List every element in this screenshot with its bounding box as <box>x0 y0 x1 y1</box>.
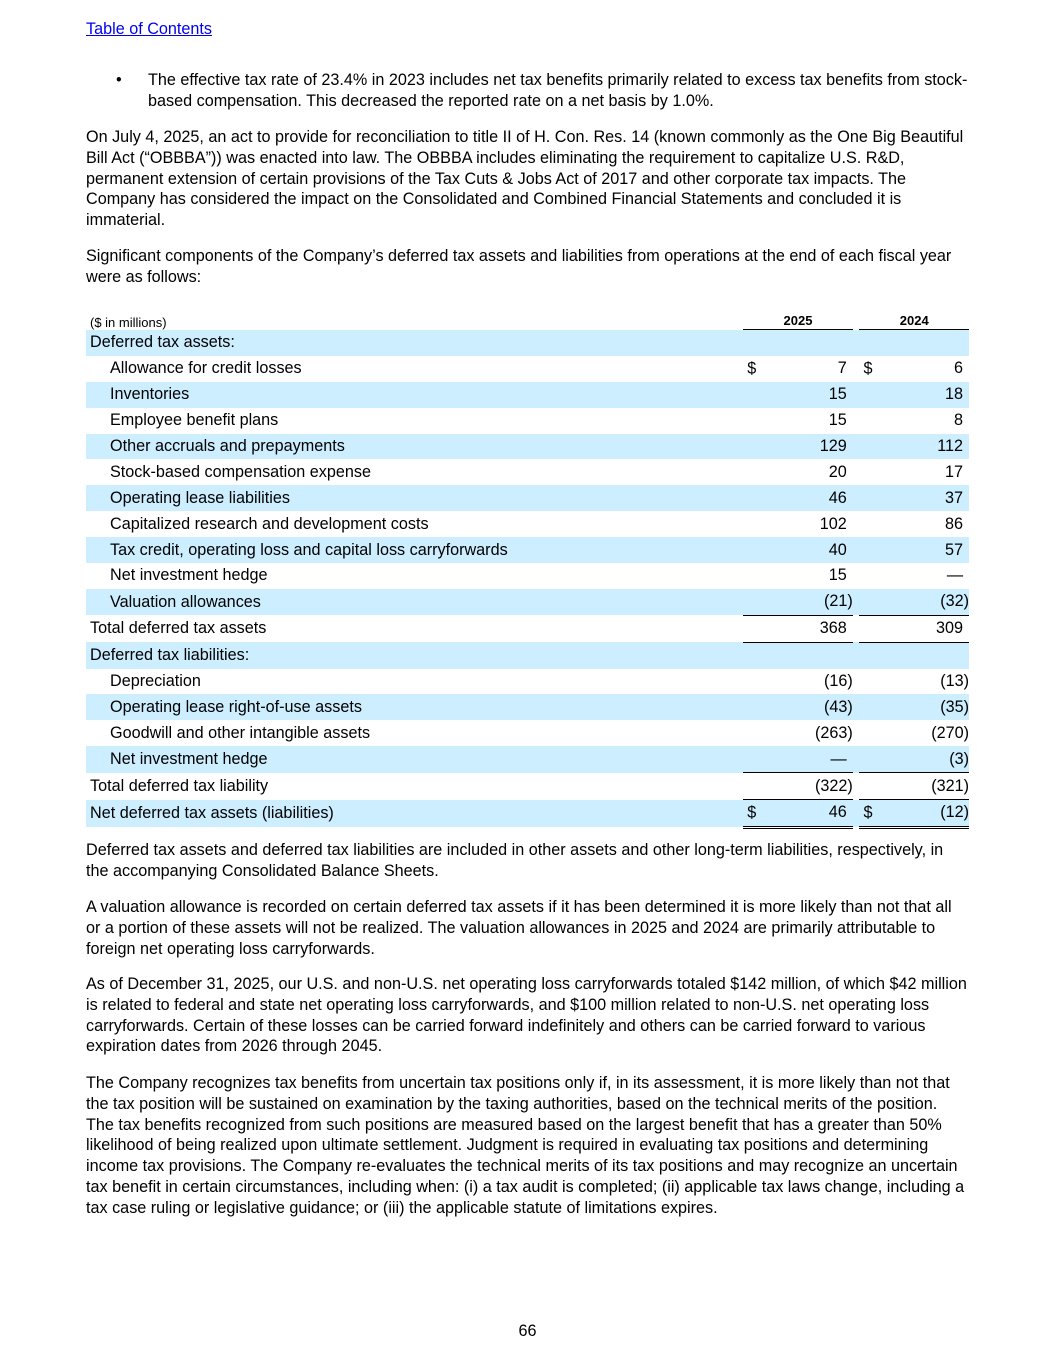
value-2024: 18 <box>944 385 963 404</box>
table-row <box>86 356 969 382</box>
value-2025: 46 <box>828 488 847 507</box>
value-2024: 86 <box>944 514 963 533</box>
value-2025: 20 <box>828 462 847 481</box>
value-2025: 102 <box>819 514 847 533</box>
section-header-row <box>86 330 969 356</box>
paragraph-nol: As of December 31, 2025, our U.S. and non-U.S. net operating loss carryforwards totaled $142 million, of which $42 million is related to federal and state net operating loss carryforwards, and $100 million related to non-U.S. net operating loss carryforwards. Certain of these losses can be carried forward indefinitely and others can be carried forward to various expiration dates from 2026 through 2045. <box>86 975 967 1056</box>
bullet-text: The effective tax rate of 23.4% in 2023 includes net tax benefits primarily related to excess tax benefits from stock-based compensation. This decreased the reported rate on a net basis by 1.0%. <box>148 71 968 110</box>
table-row <box>86 589 969 615</box>
deferred-tax-table <box>86 308 969 829</box>
table-row <box>86 563 969 589</box>
table-row <box>86 382 969 408</box>
value-2024: 37 <box>944 488 963 507</box>
bullet-icon: • <box>116 71 122 89</box>
table-row <box>86 511 969 537</box>
value-2024: 6 <box>953 359 963 378</box>
row-label: Total deferred tax assets <box>90 619 267 638</box>
paragraph-components: Significant components of the Company’s deferred tax assets and liabilities from operations at the end of each fiscal year were as follows: <box>86 247 952 286</box>
value-2024: (13) <box>940 672 969 691</box>
value-2025: (16) <box>823 672 853 691</box>
value-2024: 17 <box>944 462 963 481</box>
row-label: Capitalized research and development costs <box>110 514 429 533</box>
value-2024: (35) <box>940 697 969 716</box>
table-row <box>86 669 969 695</box>
liabilities-header: Deferred tax liabilities: <box>86 642 743 668</box>
table-row <box>86 694 969 720</box>
value-2025: 15 <box>828 385 847 404</box>
value-2024: (321) <box>931 776 969 795</box>
row-label: Operating lease liabilities <box>86 485 743 511</box>
currency-symbol: $ <box>747 359 757 378</box>
row-label: Valuation allowances <box>86 589 743 615</box>
currency-symbol: $ <box>863 803 873 822</box>
section-header-row <box>86 642 969 668</box>
value-2025: 15 <box>828 566 847 585</box>
table-row <box>86 720 969 746</box>
units-label: ($ in millions) <box>90 314 167 330</box>
bullet-item <box>86 70 969 112</box>
value-2025: 129 <box>819 437 847 455</box>
row-label: Net deferred tax assets (liabilities) <box>86 800 743 828</box>
table-row <box>86 746 969 772</box>
value-2025: (263) <box>814 723 853 742</box>
value-2025: — <box>830 749 847 768</box>
assets-header: Deferred tax assets: <box>86 330 743 356</box>
value-2024: (32) <box>940 592 969 611</box>
total-row <box>86 773 969 800</box>
table-header-row <box>86 308 969 330</box>
value-2025: 15 <box>828 411 847 430</box>
row-label: Goodwill and other intangible assets <box>110 723 371 742</box>
table-row <box>86 408 969 434</box>
row-label: Inventories <box>86 382 743 408</box>
value-2025: 368 <box>819 619 847 638</box>
paragraph-obbba: On July 4, 2025, an act to provide for reconciliation to title II of H. Con. Res. 14 (known commonly as the One Big Beautiful Bill Act (“OBBBA”)) was enacted into law. The OBBBA includes eliminating the requirement to capitalize U.S. R&D, permanent extension of certain provisions of the Tax Cuts & Jobs Act of 2017 and other corporate tax impacts. The Company has considered the impact on the Consolidated and Combined Financial Statements and concluded it is immaterial. <box>86 128 964 230</box>
total-row <box>86 615 969 642</box>
value-2025: 40 <box>828 540 847 559</box>
value-2024: 57 <box>944 540 963 559</box>
value-2025: (43) <box>823 697 853 716</box>
column-header-2025: 2025 <box>743 308 852 330</box>
row-label: Stock-based compensation expense <box>110 462 371 481</box>
value-2024: 112 <box>937 437 963 455</box>
row-label: Depreciation <box>110 672 201 691</box>
currency-symbol: $ <box>863 359 873 378</box>
paragraph-included: Deferred tax assets and deferred tax liabilities are included in other assets and other long-term liabilities, respectively, in the accompanying Consolidated Balance Sheets. <box>86 841 944 880</box>
row-label: Other accruals and prepayments <box>86 434 743 460</box>
table-row <box>86 537 969 563</box>
column-header-2024: 2024 <box>859 308 969 330</box>
value-2024: (270) <box>931 723 969 742</box>
row-label: Employee benefit plans <box>110 411 279 430</box>
value-2025: 46 <box>828 803 847 822</box>
value-2025: 7 <box>837 359 847 378</box>
row-label: Operating lease right-of-use assets <box>86 694 743 720</box>
currency-symbol: $ <box>747 803 757 822</box>
value-2025: (21) <box>823 592 853 611</box>
table-row <box>86 434 969 460</box>
paragraph-uncertain: The Company recognizes tax benefits from uncertain tax positions only if, in its assessment, it is more likely than not that the tax position will be sustained on examination by the taxing authorities, based on the technical merits of the position. The tax benefits recognized from such positions are measured based on the largest benefit that has a greater than 50% likelihood of being realized upon ultimate settlement. Judgment is required in evaluating tax positions and determining income tax provisions. The Company re-evaluates the technical merits of its tax positions and may recognize an uncertain tax benefit in certain circumstances, including when: (i) a tax audit is completed; (ii) applicable tax laws change, including a tax case ruling or legislative guidance; or (iii) the applicable statute of limitations expires. <box>86 1074 965 1217</box>
table-of-contents-link[interactable]: Table of Contents <box>86 20 212 38</box>
page-number: 66 <box>518 1322 537 1340</box>
table-row <box>86 485 969 511</box>
value-2024: 8 <box>953 411 963 430</box>
value-2024: (12) <box>940 803 969 822</box>
row-label: Total deferred tax liability <box>90 776 269 795</box>
value-2024: 309 <box>935 619 963 638</box>
row-label: Net investment hedge <box>110 566 268 585</box>
net-total-row <box>86 800 969 828</box>
paragraph-valuation: A valuation allowance is recorded on certain deferred tax assets if it has been determined it is more likely than not that all or a portion of these assets will not be realized. The valuation allowances in 2025 and 2024 are primarily attributable to foreign net operating loss carryforwards. <box>86 898 952 958</box>
row-label: Allowance for credit losses <box>110 359 302 378</box>
value-2024: — <box>946 566 963 585</box>
row-label: Net investment hedge <box>86 746 743 772</box>
value-2025: (322) <box>814 776 853 795</box>
value-2024: (3) <box>949 749 969 768</box>
table-row <box>86 459 969 485</box>
row-label: Tax credit, operating loss and capital loss carryforwards <box>86 537 743 563</box>
